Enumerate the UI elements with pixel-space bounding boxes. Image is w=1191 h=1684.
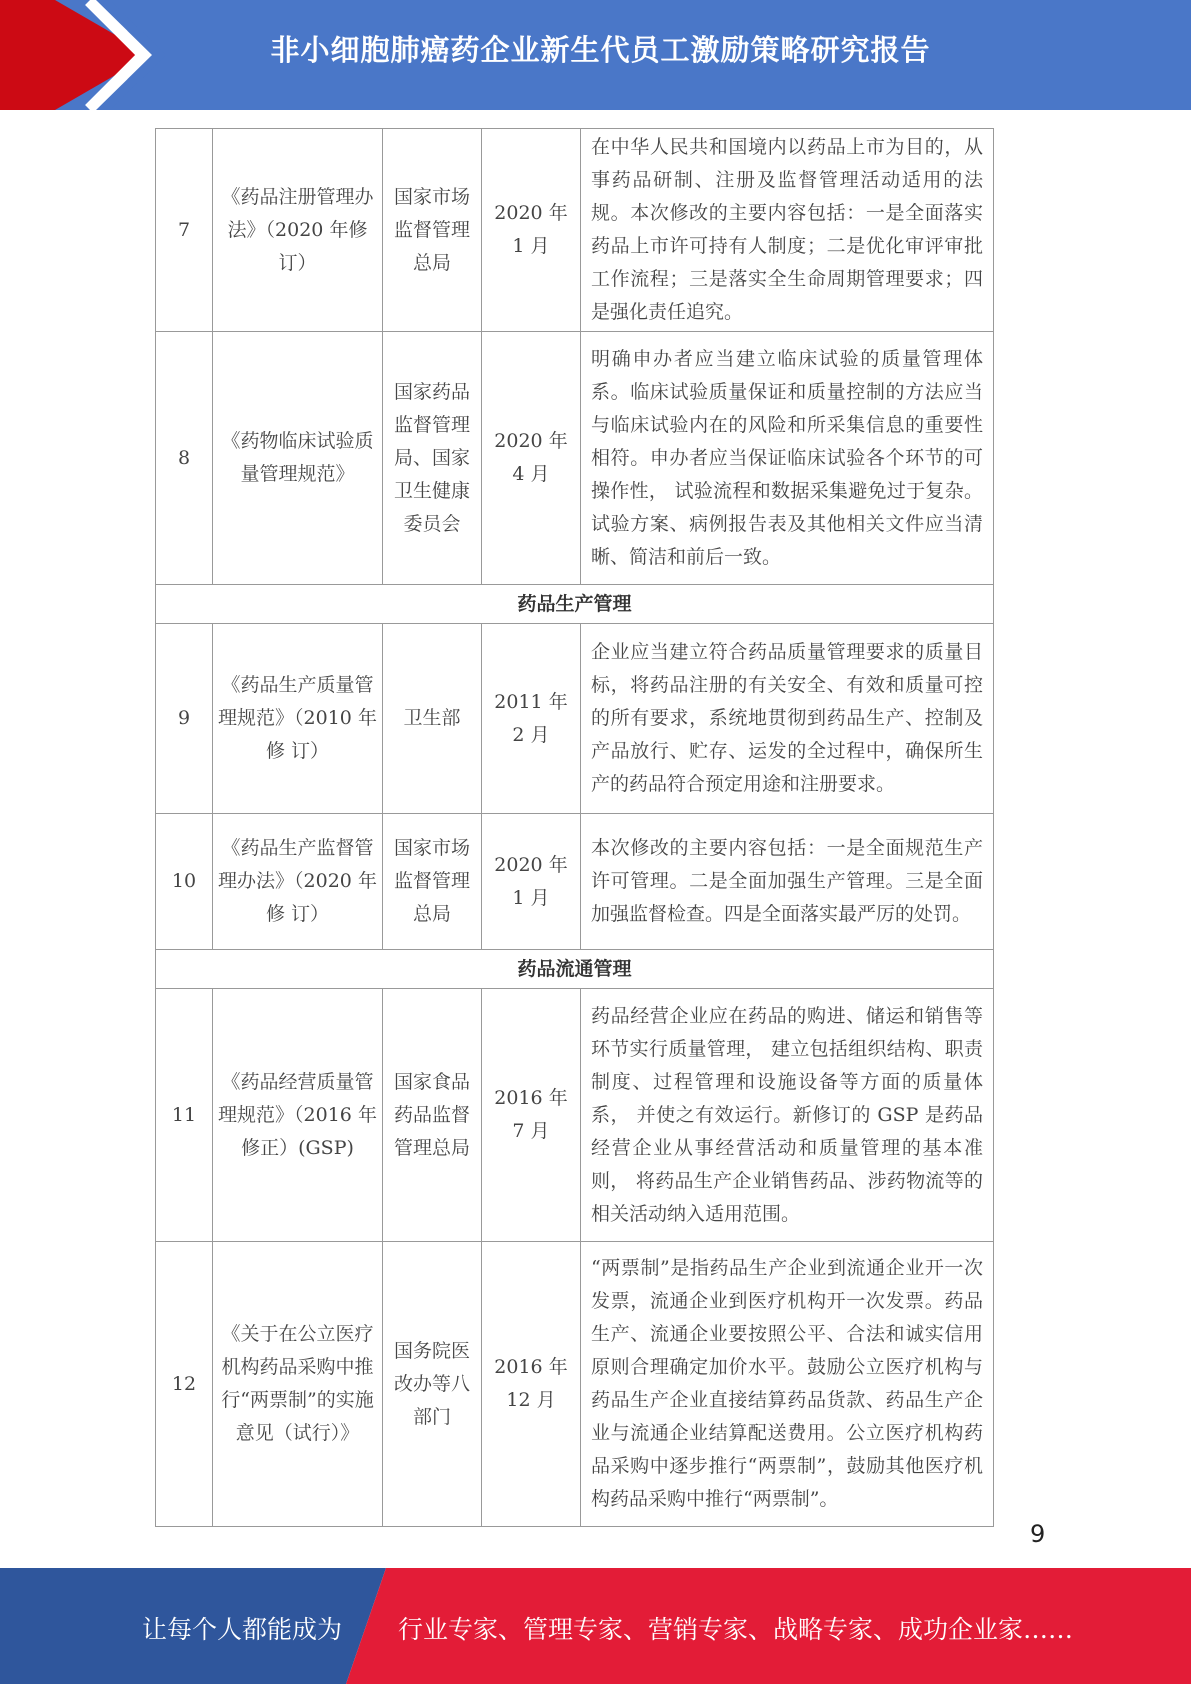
issue-date: 2020 年 4 月	[482, 332, 581, 585]
issuing-agency: 国家药品监督管理局、国家卫生健康委员会	[383, 332, 482, 585]
page-number: 9	[1030, 1520, 1046, 1548]
row-number: 8	[156, 332, 213, 585]
page-header	[0, 0, 1191, 110]
table-row	[156, 332, 994, 585]
regulation-name: 《药品生产质量管理规范》（2010 年修 订）	[213, 624, 383, 814]
regulation-description: 企业应当建立符合药品质量管理要求的质量目标，将药品注册的有关安全、有效和质量可控的所有要求，系统地贯彻到药品生产、控制及产品放行、贮存、运发的全过程中，确保所生产的药品符合预定用途和注册要求。	[581, 624, 994, 814]
regulation-name: 《药品注册管理办法》（2020 年修 订）	[213, 129, 383, 332]
row-number: 10	[156, 814, 213, 950]
issuing-agency: 国家食品药品监督管理总局	[383, 989, 482, 1242]
issuing-agency: 卫生部	[383, 624, 482, 814]
section-row	[156, 950, 994, 989]
regulation-description: 在中华人民共和国境内以药品上市为目的，从事药品研制、注册及监督管理活动适用的法规。本次修改的主要内容包括：一是全面落实药品上市许可持有人制度；二是优化审评审批工作流程；三是落实全生命周期管理要求；四是强化责任追究。	[581, 129, 994, 332]
issuing-agency: 国家市场监督管理总局	[383, 129, 482, 332]
section-heading: 药品生产管理	[156, 585, 994, 624]
report-title: 非小细胞肺癌药企业新生代员工激励策略研究报告	[270, 33, 931, 67]
issuing-agency: 国家市场监督管理总局	[383, 814, 482, 950]
regulation-description: 本次修改的主要内容包括：一是全面规范生产许可管理。二是全面加强生产管理。三是全面加强监督检查。四是全面落实最严厉的处罚。	[581, 814, 994, 950]
regulation-description: “两票制”是指药品生产企业到流通企业开一次发票，流通企业到医疗机构开一次发票。药品生产、流通企业要按照公平、合法和诚实信用原则合理确定加价水平。鼓励公立医疗机构与药品生产企业直接结算药品货款、药品生产企业与流通企业结算配送费用。公立医疗机构药品采购中逐步推行“两票制”，鼓励其他医疗机构药品采购中推行“两票制”。	[581, 1242, 994, 1527]
table-row	[156, 989, 994, 1242]
section-heading: 药品流通管理	[156, 950, 994, 989]
issue-date: 2011 年 2 月	[482, 624, 581, 814]
row-number: 11	[156, 989, 213, 1242]
table-row	[156, 624, 994, 814]
footer-slogan-left: 让每个人都能成为	[142, 1615, 343, 1644]
page-footer	[0, 1568, 1191, 1684]
row-number: 12	[156, 1242, 213, 1527]
section-row	[156, 585, 994, 624]
issue-date: 2020 年 1 月	[482, 129, 581, 332]
regulation-description: 明确申办者应当建立临床试验的质量管理体系。临床试验质量保证和质量控制的方法应当与临床试验内在的风险和所采集信息的重要性相符。申办者应当保证临床试验各个环节的可操作性， 试验流程和数据采集避免过于复杂。试验方案、病例报告表及其他相关文件应当清晰、简洁和前后一致。	[581, 332, 994, 585]
regulation-name: 《关于在公立医疗机构药品采购中推行“两票制”的实施意见（试行）》	[213, 1242, 383, 1527]
row-number: 7	[156, 129, 213, 332]
issue-date: 2016 年 12 月	[482, 1242, 581, 1527]
issue-date: 2016 年 7 月	[482, 989, 581, 1242]
footer-slogan-right: 行业专家、管理专家、营销专家、战略专家、成功企业家……	[398, 1615, 1074, 1644]
table-row	[156, 1242, 994, 1527]
table-row	[156, 814, 994, 950]
regulation-name: 《药物临床试验质量管理规范》	[213, 332, 383, 585]
issuing-agency: 国务院医改办等八部门	[383, 1242, 482, 1527]
regulation-name: 《药品生产监督管理办法》（2020 年修 订）	[213, 814, 383, 950]
regulation-table	[155, 128, 994, 1527]
regulation-name: 《药品经营质量管理规范》（2016 年修正）(GSP)	[213, 989, 383, 1242]
regulation-description: 药品经营企业应在药品的购进、储运和销售等环节实行质量管理， 建立包括组织结构、职责制度、过程管理和设施设备等方面的质量体系， 并使之有效运行。新修订的 GSP 是药品经营企业从事经营活动和质量管理的基本准则， 将药品生产企业销售药品、涉药物流等的相关活动纳入适用范围。	[581, 989, 994, 1242]
table-row	[156, 129, 994, 332]
issue-date: 2020 年 1 月	[482, 814, 581, 950]
row-number: 9	[156, 624, 213, 814]
